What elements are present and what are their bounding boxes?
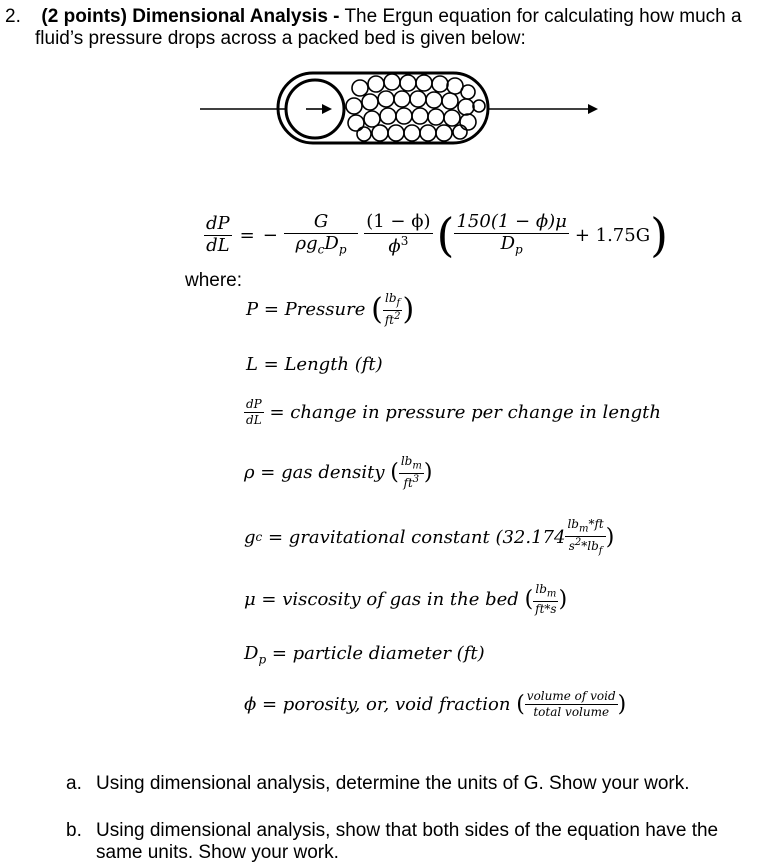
outlet-arrow-head: [588, 104, 598, 114]
def-porosity: ϕ = porosity, or, void fraction ( $\frac{\text{volume of void}}{\text{total volume}}$ ): [244, 689, 627, 719]
packed-bed-diagram: [196, 66, 600, 154]
def-dpdl: $\frac{dP}{dL}$ = change in pressure per change in length: [246, 397, 661, 427]
eq-frac3: $\frac{150(1 - \phi)\mu}{D_p}$: [456, 211, 567, 257]
eq-equals: =: [239, 224, 255, 246]
part-a-label: a.: [66, 773, 82, 794]
eq-minus: −: [262, 224, 278, 246]
def-density: ρ = gas density ( $\frac{lb_m}{ft^3}$ ): [244, 454, 433, 490]
ergun-equation: $\frac{dP}{dL}$ = − $\frac{G}{\rho g_cD_p}$ $\frac{(1 - \phi)}{\phi^3}$ ( $\frac{150(1 - \phi)\mu}{D_p}$ + 1.75G ): [206, 208, 669, 262]
part-b-text-line2: same units. Show your work.: [96, 842, 339, 863]
def-particle-diameter: $D_p$ = particle diameter (ft): [244, 643, 485, 667]
def-viscosity: μ = viscosity of gas in the bed ( $\frac{lb_m}{ft*s}$ ): [244, 582, 568, 616]
part-b-text-line1: Using dimensional analysis, show that both sides of the equation have the: [96, 820, 719, 841]
question-header: [5, 6, 742, 28]
eq-tail: + 1.75G: [574, 224, 651, 246]
question-points: (2 points) Dimensional Analysis -: [41, 6, 340, 27]
eq-frac1: $\frac{G}{\rho g_cD_p}$: [284, 213, 358, 256]
part-a-text: Using dimensional analysis, determine the units of G. Show your work.: [96, 773, 690, 794]
packing-particles: [346, 74, 485, 141]
def-pressure: P = Pressure ( $\frac{lb_f}{ft^2}$ ): [246, 291, 415, 328]
eq-lhs: $\frac{dP}{dL}$: [206, 212, 230, 256]
def-gc: g c = gravitational constant (32.174 $\frac{lb_m*ft}{s^2*lb_f}$ ): [244, 517, 615, 557]
where-label: where:: [185, 270, 243, 291]
part-b-label: b.: [66, 820, 82, 841]
question-text-line1: The Ergun equation for calculating how much a: [344, 6, 742, 27]
question-text-line2: fluid’s pressure drops across a packed bed is given below:: [35, 28, 526, 49]
eq-frac2: $\frac{(1 - \phi)}{\phi^3}$: [366, 211, 431, 257]
question-number: 2.: [5, 6, 21, 27]
def-length: L = Length (ft): [246, 354, 383, 375]
